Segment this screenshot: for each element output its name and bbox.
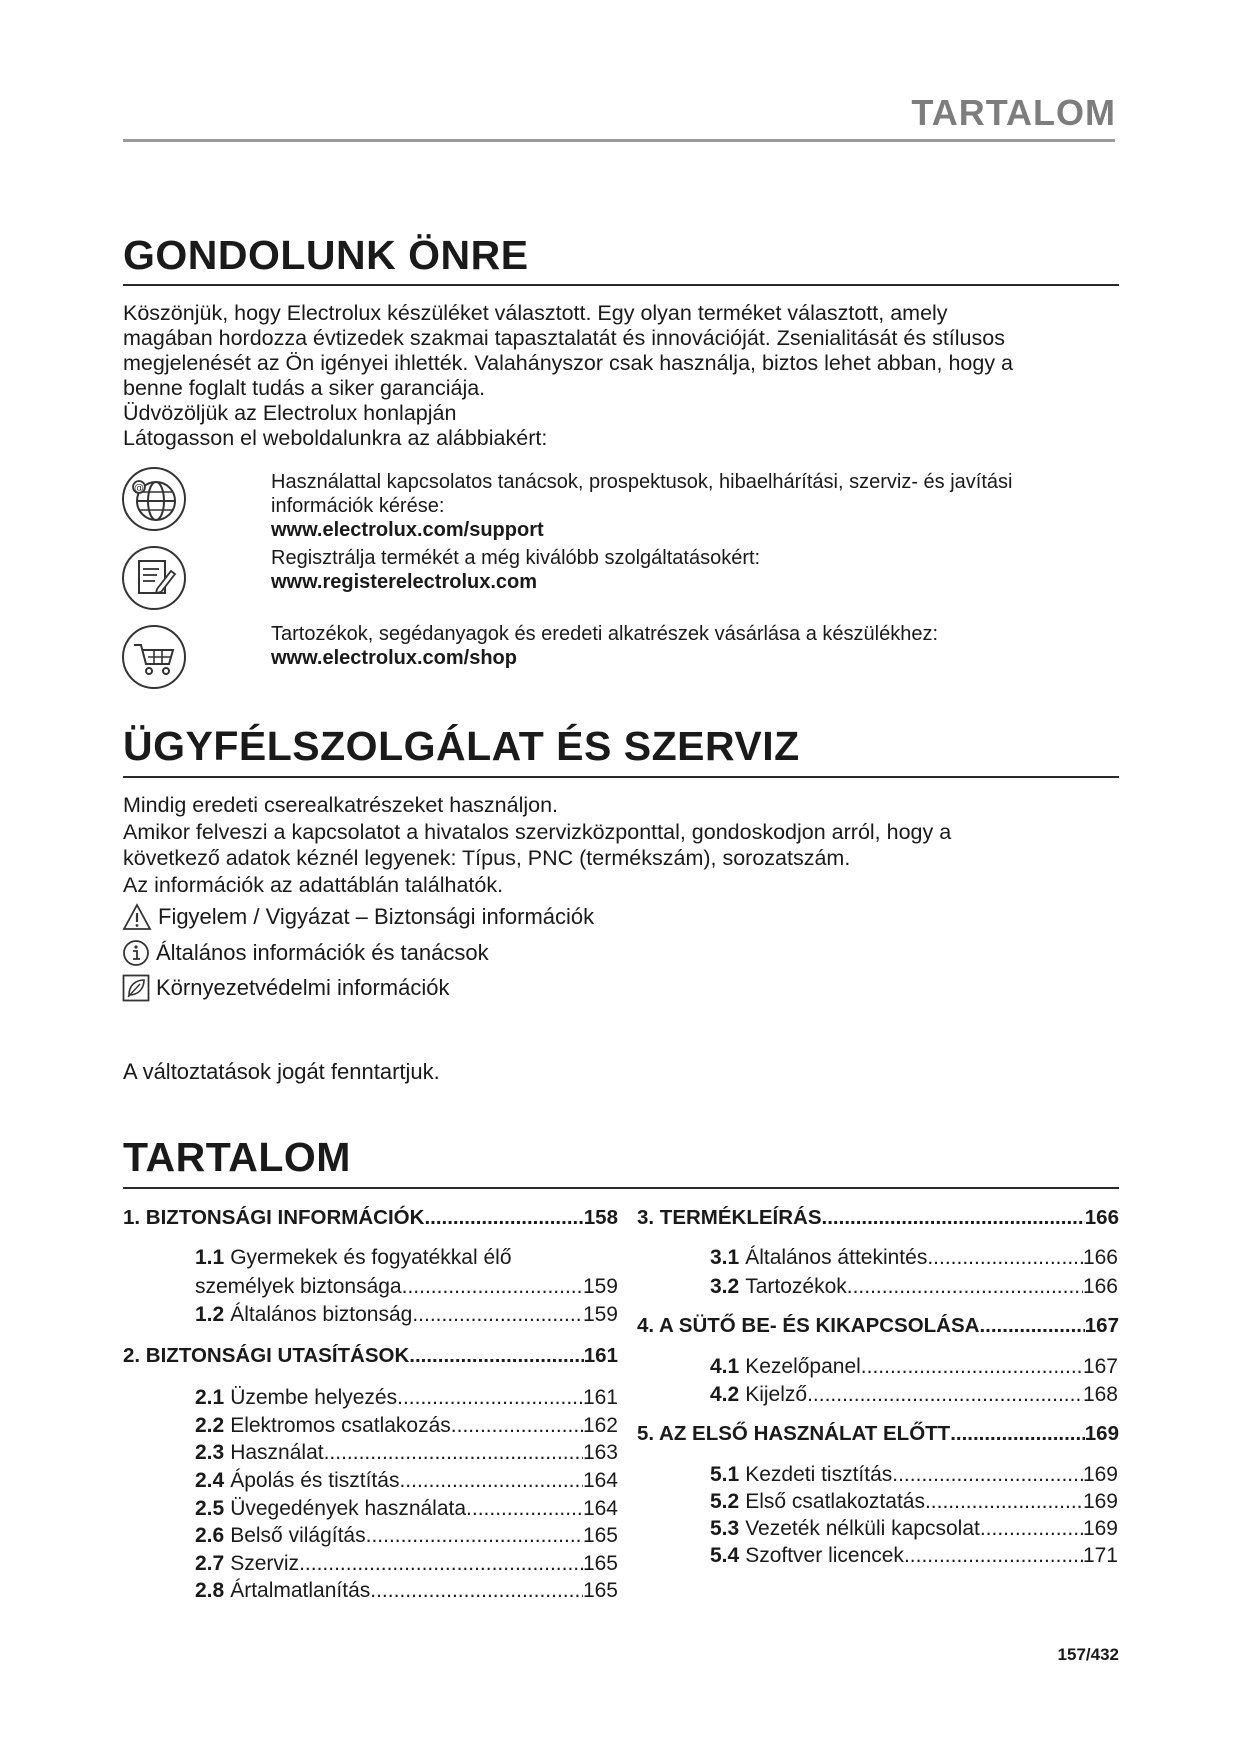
- toc-entry-number: 5.3: [710, 1517, 740, 1540]
- section-rule: [123, 1187, 1119, 1189]
- toc-entry-page: 165: [582, 1552, 618, 1575]
- toc-entry-title: Elektromos csatlakozás: [230, 1414, 451, 1437]
- toc-entry-2-5[interactable]: [195, 1495, 618, 1523]
- toc-entry-number: 2.1: [195, 1386, 225, 1409]
- toc-entry-2-4[interactable]: [195, 1467, 618, 1495]
- toc-entry-4-2[interactable]: [710, 1381, 1118, 1409]
- toc-entry-title: Tartozékok: [745, 1275, 847, 1298]
- toc-entry-title: Üzembe helyezés: [230, 1386, 398, 1409]
- legend-warning: [122, 903, 594, 931]
- toc-entry-title: Általános biztonság: [230, 1303, 413, 1326]
- toc-entry-page: 169: [1082, 1463, 1118, 1486]
- header-rule: [123, 139, 1115, 142]
- toc-entry-title: Belső világítás: [230, 1524, 366, 1547]
- toc-entry-page: 166: [1082, 1275, 1118, 1298]
- toc-entry-3[interactable]: [637, 1204, 1119, 1232]
- service-line: Amikor felveszi a kapcsolatot a hivatalos szervizközponttal, gondoskodjon arról, hogy a: [123, 819, 952, 844]
- web-item-text: Használattal kapcsolatos tanácsok, prospektusok, hibaelhárítási, szerviz- és javítási: [271, 471, 1013, 493]
- toc-entry-number: 1.1: [195, 1246, 225, 1269]
- toc-entry-title: Használat: [230, 1441, 324, 1464]
- toc-entry-page: 161: [582, 1386, 618, 1409]
- intro-line: megjelenését az Ön igényei ihlették. Valahányszor csak használja, biztos lehet abban, hogy a: [123, 351, 1014, 375]
- toc-entry-5-3[interactable]: [710, 1515, 1118, 1543]
- toc-entry-title: 2. BIZTONSÁGI UTASÍTÁSOK: [123, 1344, 410, 1367]
- toc-entry-page: 166: [1082, 1246, 1118, 1269]
- toc-entry-number: 4.1: [710, 1355, 740, 1378]
- toc-entry-5-4[interactable]: [710, 1542, 1118, 1570]
- support-link[interactable]: www.electrolux.com/support: [271, 519, 544, 541]
- legend-label: Általános információk és tanácsok: [156, 940, 489, 965]
- toc-entry-number: 3.2: [710, 1275, 740, 1298]
- toc-entry-title: Ártalmatlanítás: [230, 1579, 371, 1602]
- toc-entry-2-2[interactable]: [195, 1412, 618, 1440]
- toc-entry-title: Szerviz: [230, 1552, 300, 1575]
- toc-entry-4-1[interactable]: [710, 1353, 1118, 1381]
- intro-line: Látogasson el weboldalunkra az alábbiakért:: [123, 426, 548, 450]
- legend-environment: [122, 974, 449, 1002]
- intro-line: Üdvözöljük az Electrolux honlapján: [123, 401, 457, 425]
- toc-entry-title: Első csatlakoztatás: [745, 1490, 925, 1513]
- register-document-icon: [121, 545, 187, 611]
- toc-entry-page: 166: [1084, 1206, 1119, 1229]
- toc-entry-2-8[interactable]: [195, 1577, 618, 1605]
- toc-entry-3-1[interactable]: [710, 1244, 1118, 1272]
- service-line: következő adatok kéznél legyenek: Típus, PNC (termékszám), sorozatszám.: [123, 846, 851, 870]
- legend-label: Környezetvédelmi információk: [156, 975, 450, 1000]
- web-item-text: Tartozékok, segédanyagok és eredeti alkatrészek vásárlása a készülékhez:: [271, 623, 939, 645]
- toc-entry-page: 164: [582, 1497, 618, 1520]
- toc-entry-5[interactable]: [637, 1420, 1119, 1448]
- toc-entry-number: 2.8: [195, 1579, 225, 1602]
- web-item-register: [271, 546, 760, 594]
- toc-entry-2-7[interactable]: [195, 1550, 618, 1578]
- register-link[interactable]: www.registerelectrolux.com: [271, 571, 538, 593]
- toc-entry-page: 162: [582, 1414, 618, 1437]
- toc-entry-5-1[interactable]: [710, 1461, 1118, 1489]
- legend-info: [122, 939, 489, 967]
- section-rule: [123, 284, 1119, 286]
- toc-entry-number: 2.7: [195, 1552, 225, 1575]
- toc-entry-number: 2.3: [195, 1441, 225, 1464]
- toc-entry-2-6[interactable]: [195, 1522, 618, 1550]
- toc-entry-page: 169: [1084, 1422, 1119, 1445]
- web-item-text: Regisztrálja termékét a még kiválóbb szolgáltatásokért:: [271, 547, 761, 569]
- toc-entry-page: 171: [1082, 1544, 1118, 1567]
- toc-entry-title: 1. BIZTONSÁGI INFORMÁCIÓK: [123, 1206, 425, 1229]
- section-title-ugyfelszolgalat: ÜGYFÉLSZOLGÁLAT ÉS SZERVIZ: [123, 723, 800, 769]
- toc-entry-page: 158: [583, 1206, 618, 1229]
- toc-entry-title: személyek biztonsága: [195, 1275, 402, 1298]
- shopping-cart-icon: [121, 624, 187, 690]
- toc-entry-title: Általános áttekintés: [745, 1246, 928, 1269]
- toc-entry-2-3[interactable]: [195, 1439, 618, 1467]
- toc-entry-page: 167: [1082, 1355, 1118, 1378]
- toc-entry-page: 159: [582, 1303, 618, 1326]
- web-item-text: információk kérése:: [271, 495, 445, 517]
- changes-note: A változtatások jogát fenntartjuk.: [123, 1059, 440, 1084]
- toc-entry-2[interactable]: [123, 1342, 618, 1370]
- section-title-gondolunk: GONDOLUNK ÖNRE: [123, 232, 529, 278]
- toc-entry-number: 2.5: [195, 1497, 225, 1520]
- page-number: 157/432: [1057, 1645, 1119, 1664]
- toc-entry-title: 3. TERMÉKLEÍRÁS: [637, 1206, 822, 1229]
- web-item-shop: [271, 622, 938, 670]
- toc-entry-page: 161: [583, 1344, 618, 1367]
- toc-title: TARTALOM: [123, 1134, 351, 1180]
- legend-label: Figyelem / Vigyázat – Biztonsági információk: [158, 904, 595, 929]
- toc-entry-title: Kezelőpanel: [745, 1355, 861, 1378]
- toc-entry-page: 165: [582, 1524, 618, 1547]
- globe-icon: [121, 466, 187, 532]
- service-line: Mindig eredeti cserealkatrészeket használjon.: [123, 793, 559, 817]
- toc-entry-title: Vezeték nélküli kapcsolat: [745, 1517, 980, 1540]
- toc-entry-title: Kijelző: [745, 1383, 808, 1406]
- toc-entry-1-1-cont[interactable]: [195, 1273, 618, 1301]
- toc-entry-number: 2.6: [195, 1524, 225, 1547]
- toc-entry-number: 2.2: [195, 1414, 225, 1437]
- environment-leaf-icon: [122, 974, 150, 1002]
- web-item-support: [271, 470, 1012, 542]
- toc-entry-number: 1.2: [195, 1303, 225, 1326]
- toc-entry-number: 5.1: [710, 1463, 740, 1486]
- toc-entry-number: 3.1: [710, 1246, 740, 1269]
- toc-entry-number: 2.4: [195, 1469, 225, 1492]
- warning-triangle-icon: [122, 903, 152, 931]
- intro-line: benne foglalt tudás a siker garanciája.: [123, 376, 486, 400]
- toc-entry-title: Üvegedények használata: [230, 1497, 467, 1520]
- toc-entry-4[interactable]: [637, 1312, 1119, 1340]
- toc-entry-page: 169: [1082, 1517, 1118, 1540]
- running-header: TARTALOM: [911, 92, 1116, 133]
- toc-entry-page: 168: [1082, 1383, 1118, 1406]
- toc-entry-number: 4.2: [710, 1383, 740, 1406]
- toc-entry-page: 169: [1082, 1490, 1118, 1513]
- intro-line: magában hordozza évtizedek szakmai tapasztalatát és innovációját. Zsenialitását és stílusos: [123, 326, 1005, 350]
- toc-entry-title: 4. A SÜTŐ BE- ÉS KIKAPCSOLÁSA: [637, 1314, 980, 1337]
- toc-entry-5-2[interactable]: [710, 1488, 1118, 1516]
- service-line: Az információk az adattáblán találhatók.: [123, 872, 504, 897]
- section-rule: [123, 776, 1119, 778]
- toc-entry-number: 5.4: [710, 1544, 740, 1567]
- service-paragraph: [123, 792, 1123, 898]
- shop-link[interactable]: www.electrolux.com/shop: [271, 647, 517, 669]
- toc-entry-title: Kezdeti tisztítás: [745, 1463, 893, 1486]
- toc-entry-page: 159: [582, 1275, 618, 1298]
- toc-entry-1[interactable]: [123, 1204, 618, 1232]
- toc-entry-page: 165: [582, 1579, 618, 1602]
- intro-paragraph: [123, 301, 1123, 451]
- toc-entry-1-2[interactable]: [195, 1301, 618, 1329]
- toc-entry-title: Ápolás és tisztítás: [230, 1469, 400, 1492]
- toc-entry-page: 163: [582, 1441, 618, 1464]
- toc-entry-3-2[interactable]: [710, 1273, 1118, 1301]
- toc-entry-1-1[interactable]: [195, 1244, 618, 1272]
- toc-entry-2-1[interactable]: [195, 1384, 618, 1412]
- toc-entry-title: Gyermekek és fogyatékkal élő: [230, 1246, 512, 1269]
- intro-line: Köszönjük, hogy Electrolux készüléket választott. Egy olyan terméket választott, amely: [123, 301, 948, 325]
- toc-entry-number: 5.2: [710, 1490, 740, 1513]
- svg-text:@: @: [134, 483, 144, 494]
- toc-entry-title: Szoftver licencek: [745, 1544, 904, 1567]
- toc-entry-page: 167: [1084, 1314, 1119, 1337]
- toc-entry-page: 164: [582, 1469, 618, 1492]
- info-icon: [122, 939, 150, 967]
- toc-entry-title: 5. AZ ELSŐ HASZNÁLAT ELŐTT: [637, 1422, 951, 1445]
